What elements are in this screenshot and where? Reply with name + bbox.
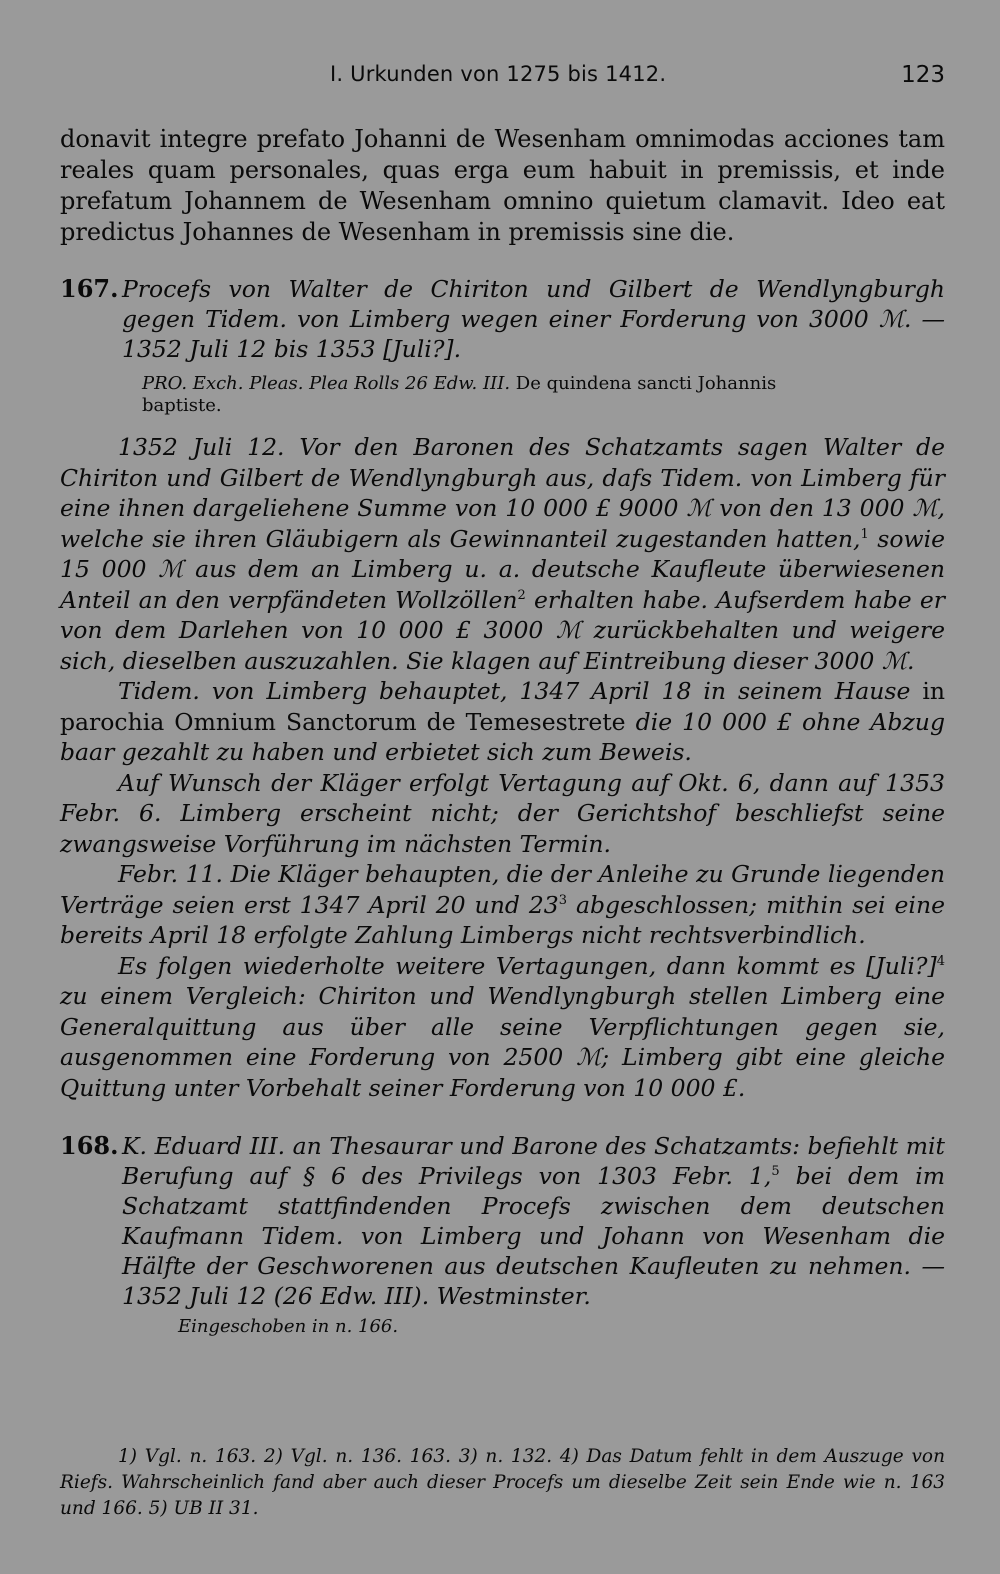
- intro-paragraph: donavit integre prefato Johanni de Wesenham omnimodas acciones tam reales quam personales, quas erga eum habuit in premissis, et inde prefatum Johannem de Wesenham omnino quietum clamavit. Ideo eat predictus Johannes de Wesenham in premissis sine die.: [60, 125, 945, 246]
- regest-text: die 10 000 £ ohne Abzug baar gezahlt zu haben und erbietet sich zum Beweis.: [60, 707, 945, 766]
- regest-paragraph-1: [60, 432, 945, 676]
- footnote-marker: 5: [771, 1164, 780, 1180]
- entry-title-text: bei dem im Schatzamt stattfindenden Procefs zwischen dem deutschen Kaufmann Tidem. von Limberg und Johann von Wesenham die Hälfte der Geschworenen aus deutschen Kaufleuten zu nehmen. — 1352 Juli 12 (26 Edw. III). Westminster.: [122, 1162, 945, 1310]
- regest-text: Tidem. von Limberg behauptet, 1347 April 18 in seinem Hause: [118, 677, 911, 705]
- regest-text: Es folgen wiederholte weitere Vertagungen, dann kommt es [Juli?]: [118, 951, 937, 980]
- page-header: [60, 62, 945, 92]
- source-archive: PRO. Exch. Pleas. Plea Rolls 26 Edw. III.: [142, 373, 511, 394]
- page-number: 123: [901, 62, 945, 88]
- footnotes: [60, 1444, 945, 1522]
- footnote-marker: 1: [860, 526, 869, 542]
- latin-quote: in parochia Omnium Sanctorum de Temesestrete: [60, 677, 945, 736]
- regest-text: abgeschlossen; mithin sei eine bereits April 18 erfolgte Zahlung Limbergs nicht rechtsverbindlich.: [60, 890, 945, 949]
- entry-number: 167.: [60, 274, 119, 303]
- footnote-marker: 3: [558, 892, 568, 908]
- regest-text: sowie 15 000 ℳ aus dem an Limberg u. a. deutsche Kaufleute überwiesenen Anteil an den verpfändeten Wollzöllen: [60, 524, 946, 614]
- entry-number: 168.: [60, 1131, 119, 1160]
- running-title: I. Urkunden von 1275 bis 1412.: [330, 62, 667, 86]
- regest-text: zu einem Vergleich: Chiriton und Wendlyngburgh stellen Limberg eine Generalquittung aus über alle seine Verpflichtungen gegen sie, ausgenommen eine Forderung von 2500 ℳ; Limberg gibt eine gleiche Quittung unter Vorbehalt seiner Forderung von 10 000 £.: [60, 982, 945, 1102]
- entry-167: [60, 274, 945, 364]
- source-continuation: [60, 394, 945, 418]
- footnote-text: 1) Vgl. n. 163. 2) Vgl. n. 136. 163. 3) n. 132. 4) Das Datum fehlt in dem Auszuge von Riefs. Wahrscheinlich fand aber auch dieser Procefs um dieselbe Zeit sein Ende wie n. 163 und 166. 5) UB II 31.: [60, 1446, 945, 1519]
- entry-168: [60, 1131, 945, 1311]
- regest-paragraph-2: [60, 676, 945, 768]
- regest-text: Febr. 11. Die Kläger behaupten, die der Anleihe zu Grunde liegenden Verträge seien erst 1347 April 20 und 23: [60, 860, 945, 919]
- insert-note: Eingeschoben in n. 166.: [178, 1316, 399, 1337]
- entry-title: Procefs von Walter de Chiriton und Gilbert de Wendlyngburgh gegen Tidem. von Limberg wegen einer Forderung von 3000 ℳ. — 1352 Juli 12 bis 1353 [Juli?].: [122, 275, 945, 363]
- entry-title-text: K. Eduard III. an Thesaurar und Barone des Schatzamts: befiehlt mit Berufung auf § 6 des Privilegs von 1303 Febr. 1,: [122, 1132, 945, 1190]
- source-reference: [60, 372, 945, 396]
- source-detail: De quindena sancti Johannis: [515, 373, 777, 394]
- regest-paragraph-4: [60, 859, 945, 951]
- regest-paragraph-3: Auf Wunsch der Kläger erfolgt Vertagung auf Okt. 6, dann auf 1353 Febr. 6. Limberg erscheint nicht; der Gerichtshof beschliefst seine zwangsweise Vorführung im nächsten Termin.: [60, 768, 945, 858]
- footnote-marker: 2: [517, 587, 526, 603]
- source-continuation-text: baptiste.: [142, 395, 222, 416]
- regest-text: 1352 Juli 12. Vor den Baronen des Schatzamts sagen Walter de Chiriton und Gilbert de Wendlyngburgh aus, dafs Tidem. von Limberg für eine ihnen dargeliehene Summe von 10 000 £ 9000 ℳ von den 13 000 ℳ, welche sie ihren Gläubigern als Gewinnanteil zugestanden hatten,: [60, 433, 945, 553]
- regest-text: erhalten habe. Aufserdem habe er von dem Darlehen von 10 000 £ 3000 ℳ zurückbehalten und weigere sich, dieselben auszuzahlen. Sie klagen auf Eintreibung dieser 3000 ℳ.: [60, 585, 946, 675]
- entry-title: [122, 1131, 945, 1311]
- footnote-marker: 4: [936, 953, 945, 969]
- page-body: [60, 124, 945, 1339]
- regest-paragraph-5: [60, 951, 945, 1104]
